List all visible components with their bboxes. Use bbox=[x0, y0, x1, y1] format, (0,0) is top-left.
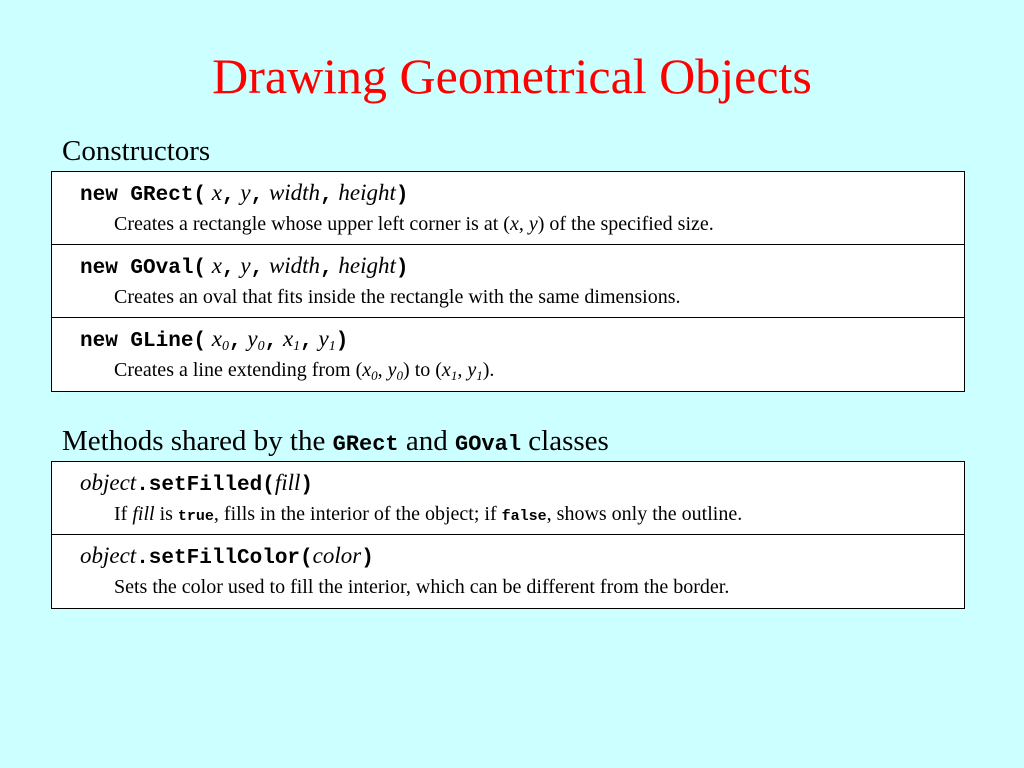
code-keyword: new GOval( bbox=[80, 257, 207, 280]
desc-var-fill: fill bbox=[132, 503, 155, 525]
close-paren: ) bbox=[300, 474, 313, 497]
setfilled-description: If fill is true, fills in the interior of the object; if false, shows only the outline. bbox=[114, 503, 743, 525]
grect-signature bbox=[80, 178, 409, 211]
grect-constructor-row bbox=[52, 172, 964, 245]
code-keyword: new GLine( bbox=[80, 330, 207, 353]
param-x0: $x_0$ bbox=[211, 326, 229, 354]
gline-signature bbox=[80, 324, 348, 357]
param-fill: fill bbox=[274, 470, 301, 495]
grect-description bbox=[114, 211, 714, 237]
desc-var-y1: $y_1$ bbox=[467, 359, 483, 383]
code-false: false bbox=[501, 508, 547, 525]
gline-constructor-row bbox=[52, 318, 964, 390]
close-paren: ) bbox=[395, 257, 409, 280]
setfillcolor-row bbox=[52, 535, 964, 607]
separator: , bbox=[264, 330, 278, 353]
desc-var-x0: $x_0$ bbox=[362, 359, 378, 383]
desc-text: , bbox=[518, 213, 524, 235]
separator: , bbox=[229, 330, 242, 353]
close-paren: ) bbox=[395, 184, 409, 207]
param-x1: $x_1$ bbox=[282, 326, 301, 354]
heading-code-goval: GOval bbox=[455, 432, 522, 457]
desc-var-y0: $y_0$ bbox=[387, 359, 404, 383]
code-true: true bbox=[177, 508, 214, 525]
param-width: width bbox=[268, 180, 321, 205]
method-name: .setFillColor( bbox=[136, 547, 313, 570]
goval-description: Creates an oval that fits inside the rectangle with the same dimensions. bbox=[114, 286, 681, 308]
goval-constructor-row bbox=[52, 245, 964, 318]
setfillcolor-description: Sets the color used to fill the interior, which can be different from the border. bbox=[114, 576, 730, 598]
param-color: color bbox=[312, 543, 362, 568]
goval-signature bbox=[80, 251, 409, 284]
methods-heading: Methods shared by the GRect and GOval classes bbox=[62, 425, 609, 457]
setfillcolor-signature bbox=[80, 541, 374, 574]
constructors-heading: Constructors bbox=[62, 135, 211, 167]
desc-text: Creates a rectangle whose upper left corner is at ( bbox=[114, 213, 510, 235]
setfilled-row bbox=[52, 462, 964, 535]
param-y1: $y_1$ bbox=[318, 326, 336, 354]
param-height: height bbox=[338, 253, 396, 278]
object-label: object bbox=[80, 543, 137, 568]
param-x: x bbox=[211, 180, 222, 205]
slide-title: Drawing Geometrical Objects bbox=[212, 48, 812, 104]
code-keyword: new GRect( bbox=[80, 184, 207, 207]
method-name: .setFilled( bbox=[136, 474, 275, 497]
separator: , bbox=[222, 184, 235, 207]
setfilled-signature bbox=[80, 468, 313, 501]
separator: , bbox=[250, 184, 264, 207]
close-paren: ) bbox=[335, 330, 349, 353]
object-label: object bbox=[80, 470, 137, 495]
param-height: height bbox=[338, 180, 396, 205]
separator: , bbox=[320, 184, 333, 207]
gline-description: Creates a line extending from ($x_0$, $y_0$) to ($x_1$, $y_1$). bbox=[114, 359, 495, 383]
methods-table bbox=[51, 461, 965, 609]
desc-text: ) of the specified size. bbox=[537, 213, 714, 235]
desc-var-y: y bbox=[528, 213, 538, 235]
separator: , bbox=[222, 257, 235, 280]
param-width: width bbox=[268, 253, 321, 278]
constructors-table bbox=[51, 171, 965, 392]
param-x: x bbox=[211, 253, 222, 278]
desc-var-x: x bbox=[509, 213, 519, 235]
param-y0: $y_0$ bbox=[247, 326, 265, 354]
heading-code-grect: GRect bbox=[332, 432, 399, 457]
separator: , bbox=[320, 257, 333, 280]
separator: , bbox=[300, 330, 313, 353]
close-paren: ) bbox=[361, 547, 374, 570]
param-y: y bbox=[240, 253, 251, 278]
separator: , bbox=[250, 257, 264, 280]
param-y: y bbox=[240, 180, 251, 205]
desc-var-x1: $x_1$ bbox=[441, 359, 458, 383]
